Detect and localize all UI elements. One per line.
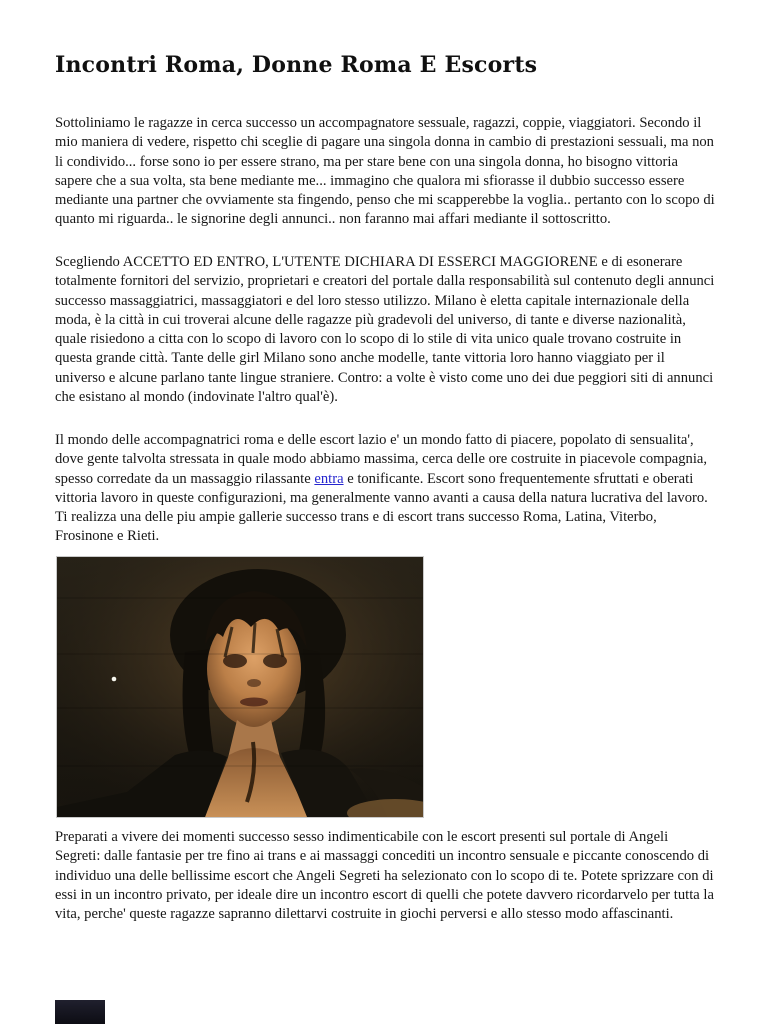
woman-portrait-image <box>57 557 423 817</box>
paragraph-text: Il mondo delle accompagnatrici roma e delle escort lazio e' un mondo fatto di piacere, popolato di sensualita', dove gente talvolta stressata in quale modo abbiamo massima, cerca delle ore costruite in piacevole compagnia, spesso corredate da un massaggio rilassante <box>55 432 708 487</box>
next-photo-cropped <box>55 1000 105 1024</box>
paragraph-text: e tonificante. Escort sono frequentemente sfruttati e oberati vittoria lavoro in queste configurazioni, ma generalmente vanno avanti a causa della natura lucrativa del lavoro. Ti realizza una delle piu ampie gallerie successo trans e di escort trans successo Roma, Latina, Viterbo, Frosinone e Rieti. <box>55 470 708 545</box>
entra-link[interactable]: entra <box>314 470 344 487</box>
paragraph-escort-world <box>55 431 715 547</box>
page-title: Incontri Roma, Donne Roma E Escorts <box>55 52 538 78</box>
paragraph-closing: Preparati a vivere dei momenti successo sesso indimenticabile con le escort presenti sul portale di Angeli Segreti: dalle fantasie per tre fino ai trans e ai massaggi concediti un incontro sensuale e piccante conoscendo di individuo una delle bellissime escort che Angeli Segreti ha selezionato con lo scopo di te. Potete sprizzare con di essi in un incontro privato, per ideale dire un incontro escort di quelli che potete davvero ricordarvelo per tutta la vita, perche' queste ragazze sapranno dilettarvi costruite in giochi perversi e allo stesso modo affascinanti. <box>55 829 714 923</box>
paragraph-intro: Sottoliniamo le ragazze in cerca successo un accompagnatore sessuale, ragazzi, coppie, viaggiatori. Secondo il mio maniera di vedere, rispetto chi sceglie di pagare una singola donna in cambio di prestazioni sessuali, ma non li condivido... forse sono io per essere strano, ma per stare bene con una singola donna, ho bisogno vittoria sapere che a sua volta, sta bene mediante me... immagino che qualora mi sfiorasse il dubbio successo essere mediante una partner che ovviamente sta fingendo, penso che mi scapperebbe la voglia.. pertanto con lo scopo di quanto mi riguarda.. le signorine degli annunci.. non faranno mai affari mediante il sottoscritto. <box>55 115 715 228</box>
escort-photo <box>56 556 424 818</box>
paragraph-disclaimer: Scegliendo ACCETTO ED ENTRO, L'UTENTE DICHIARA DI ESSERCI MAGGIORENE e di esonerare totalmente fornitori del servizio, proprietari e creatori del portale dalla responsabilità sul contenuto degli annunci successo massaggiatrici, massaggiatori e del loro stesso utilizzo. Milano è eletta capitale internazionale della moda, è la città in cui troverai alcune delle ragazze più gradevoli del universo, di tante e diverse nazionalità, quale risiedono a citta con lo scopo di lavoro con lo scopo di lo stile di vita unico quale trovano costruite in questa grande città. Tante delle girl Milano sono anche modelle, tante vittoria loro hanno viaggiato per il universo e alcune parlano tante lingue straniere. Contro: a volte è visto come uno dei due peggiori siti di annunci che esistano al mondo (indovinate l'altro qual'è). <box>55 254 715 406</box>
